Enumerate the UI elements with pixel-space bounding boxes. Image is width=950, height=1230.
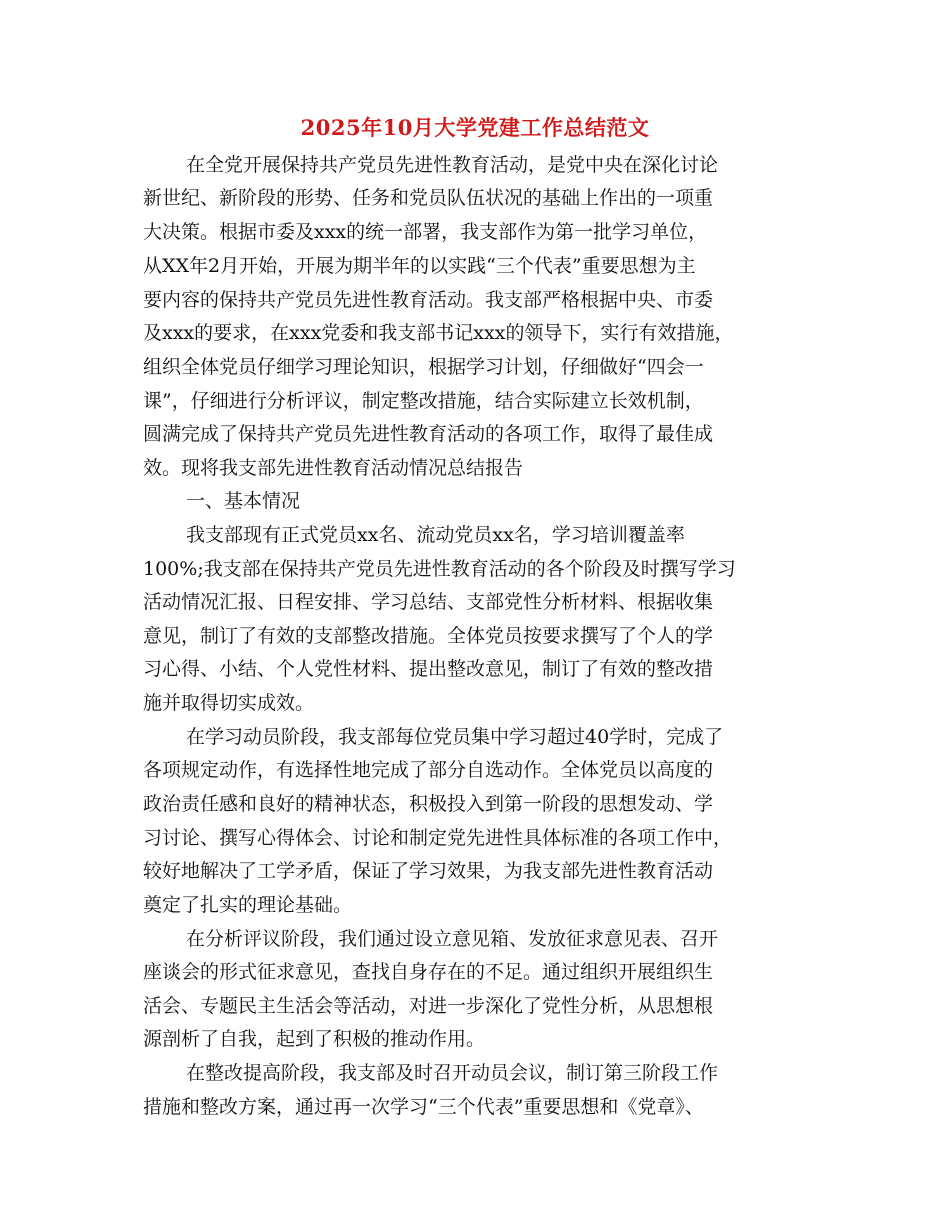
text-line: 活会、专题民主生活会等活动，对进一步深化了党性分析，从思想根 (143, 995, 714, 1017)
text-line: 在全党开展保持共产党员先进性教育活动，是党中央在深化讨论 (186, 154, 719, 176)
text-line: 大决策。根据市委及xxx的统一部署，我支部作为第一批学习单位， (143, 221, 708, 243)
document-title: 2025年10月大学党建工作总结范文 (300, 115, 650, 140)
text-line: 在分析评议阶段，我们通过设立意见箱、发放征求意见表、召开 (186, 928, 719, 950)
text-line: 较好地解决了工学矛盾，保证了学习效果，为我支部先进性教育活动 (143, 860, 714, 882)
text-line: 座谈会的形式征求意见，查找自身存在的不足。通过组织开展组织生 (143, 961, 714, 983)
text-line: 源剖析了自我，起到了积极的推动作用。 (143, 1028, 486, 1050)
text-line: 在学习动员阶段，我支部每位党员集中学习超过40学时，完成了 (186, 726, 724, 748)
text-line: 圆满完成了保持共产党员先进性教育活动的各项工作，取得了最佳成 (143, 423, 714, 445)
text-line: 政治责任感和良好的精神状态，积极投入到第一阶段的思想发动、学 (143, 793, 714, 815)
section-heading: 一、基本情况 (186, 490, 301, 512)
text-line: 从XX年2月开始，开展为期半年的以实践“三个代表”重要思想为主 (143, 255, 696, 277)
text-line: 习心得、小结、个人党性材料、提出整改意见，制订了有效的整改措 (143, 658, 714, 680)
text-line: 我支部现有正式党员xx名、流动党员xx名，学习培训覆盖率 (186, 524, 685, 546)
text-line: 效。现将我支部先进性教育活动情况总结报告 (143, 457, 524, 479)
text-line: 课”，仔细进行分析评议，制定整改措施，结合实际建立长效机制， (143, 390, 704, 412)
text-line: 100%;我支部在保持共产党员先进性教育活动的各个阶段及时撰写学习 (143, 558, 736, 580)
text-line: 组织全体党员仔细学习理论知识，根据学习计划，仔细做好“四会一 (143, 356, 704, 378)
text-line: 意见，制订了有效的支部整改措施。全体党员按要求撰写了个人的学 (143, 625, 714, 647)
text-line: 及xxx的要求，在xxx党委和我支部书记xxx的领导下，实行有效措施， (143, 322, 734, 344)
text-line: 新世纪、新阶段的形势、任务和党员队伍状况的基础上作出的一项重 (143, 187, 714, 209)
text-line: 施并取得切实成效。 (143, 692, 315, 714)
text-line: 要内容的保持共产党员先进性教育活动。我支部严格根据中央、市委 (143, 289, 714, 311)
text-line: 习讨论、撰写心得体会、讨论和制定党先进性具体标准的各项工作中， (143, 827, 733, 849)
text-line: 各项规定动作，有选择性地完成了部分自选动作。全体党员以高度的 (143, 759, 714, 781)
text-line: 活动情况汇报、日程安排、学习总结、支部党性分析材料、根据收集 (143, 591, 714, 613)
text-line: 措施和整改方案，通过再一次学习“三个代表”重要思想和《党章》、 (143, 1096, 704, 1118)
text-line: 在整改提高阶段，我支部及时召开动员会议，制订第三阶段工作 (186, 1062, 719, 1084)
text-line: 奠定了扎实的理论基础。 (143, 894, 353, 916)
